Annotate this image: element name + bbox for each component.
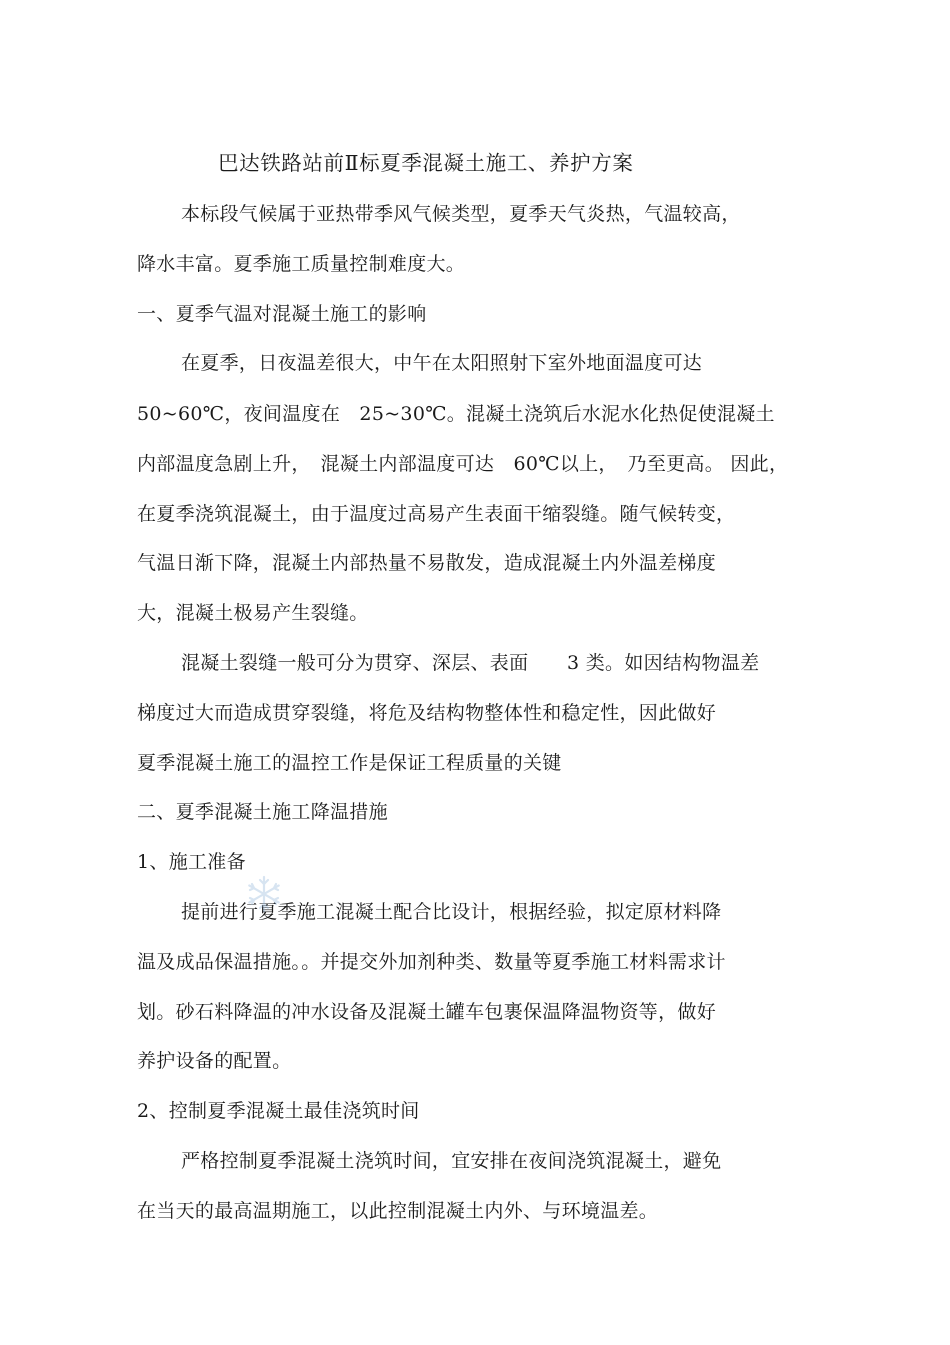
section-heading: 二、夏季混凝土施工降温措施 — [137, 801, 388, 823]
paragraph-line: 50~60℃，夜间温度在 25~30℃。混凝土浇筑后水泥水化热促使混凝土 — [137, 403, 775, 425]
paragraph-line: 在夏季浇筑混凝土，由于温度过高易产生表面干缩裂缝。随气候转变， — [137, 503, 736, 525]
paragraph-line: 本标段气候属于亚热带季风气候类型，夏季天气炎热，气温较高， — [181, 203, 741, 225]
paragraph-line: 养护设备的配置。 — [137, 1050, 292, 1072]
paragraph-line: 在夏季，日夜温差很大，中午在太阳照射下室外地面温度可达 — [181, 352, 703, 374]
subsection-heading: 1、施工准备 — [137, 851, 246, 873]
subsection-heading: 2、控制夏季混凝土最佳浇筑时间 — [137, 1100, 420, 1122]
paragraph-line: 严格控制夏季混凝土浇筑时间，宜安排在夜间浇筑混凝土，避免 — [181, 1150, 722, 1172]
section-heading: 一、夏季气温对混凝土施工的影响 — [137, 303, 427, 325]
paragraph-line: 混凝土裂缝一般可分为贯穿、深层、表面 3 类。如因结构物温差 — [181, 652, 760, 674]
paragraph-line: 降水丰富。夏季施工质量控制难度大。 — [137, 253, 466, 275]
paragraph-line: 提前进行夏季施工混凝土配合比设计，根据经验，拟定原材料降 — [181, 901, 722, 923]
document-title: 巴达铁路站前Ⅱ标夏季混凝土施工、养护方案 — [218, 151, 634, 175]
paragraph-line: 夏季混凝土施工的温控工作是保证工程质量的关键 — [137, 752, 562, 774]
paragraph-line: 划。砂石料降温的冲水设备及混凝土罐车包裹保温降温物资等，做好 — [137, 1001, 717, 1023]
paragraph-line: 在当天的最高温期施工，以此控制混凝土内外、与环境温差。 — [137, 1200, 659, 1222]
snowflake-watermark-icon — [244, 874, 284, 914]
paragraph-line: 温及成品保温措施。。并提交外加剂种类、数量等夏季施工材料需求计 — [137, 951, 726, 973]
paragraph-line: 梯度过大而造成贯穿裂缝，将危及结构物整体性和稳定性，因此做好 — [137, 702, 717, 724]
paragraph-line: 大，混凝土极易产生裂缝。 — [137, 602, 369, 624]
paragraph-line: 气温日渐下降，混凝土内部热量不易散发，造成混凝土内外温差梯度 — [137, 552, 717, 574]
paragraph-line: 内部温度急剧上升， 混凝土内部温度可达 60℃以上， 乃至更高。 因此， — [137, 453, 789, 475]
